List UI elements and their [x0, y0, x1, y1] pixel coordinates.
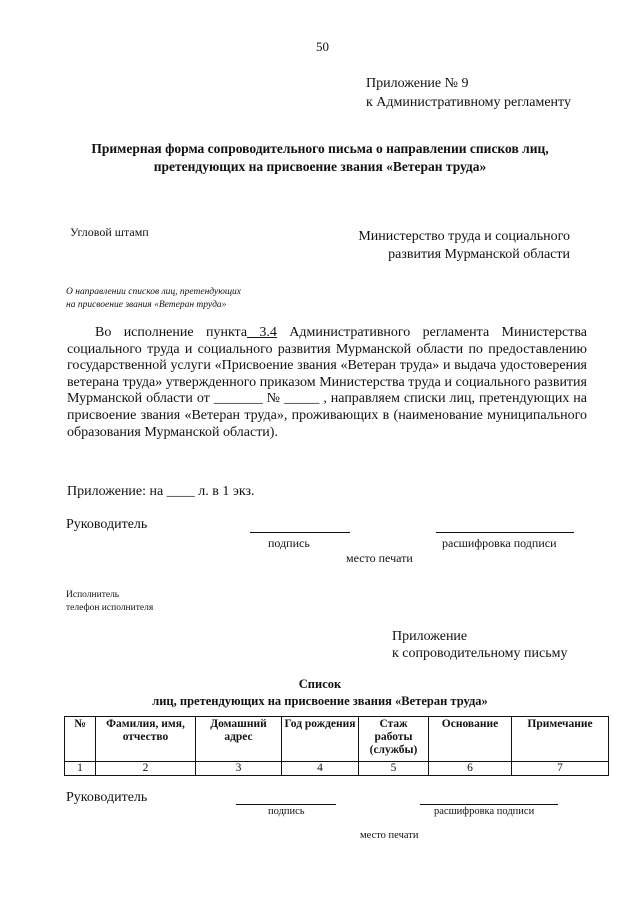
addressee-line-1: Министерство труда и социального	[358, 229, 570, 244]
decryption-caption: расшифровка подписи	[434, 806, 535, 817]
list-title: Список	[298, 677, 342, 691]
table-cell: 1	[65, 762, 96, 776]
table-header-row	[65, 717, 609, 762]
letter-part-2: Административного регламента Министерства социального труда и социального развития Мурманской области по предоставлению государственной услуги «Присвоение звания «Ветеран труда» и выдача удостоверения ветерана труда» утвержденного приказом Министерства труда и социального развития Мурманской области от _______ № _____ , направляем списки лиц, претендующих на присвоение звания «Ветеран труда», проживающих в (наименование муниципального образования Мурманской области).	[67, 325, 587, 440]
signature-head-label: Руководитель	[66, 790, 148, 805]
decryption-caption: расшифровка подписи	[442, 536, 557, 550]
list-subtitle: лиц, претендующих на присвоение звания «Ветеран труда»	[152, 694, 488, 708]
subject-line-1: О направлении списков лиц, претендующих	[66, 287, 242, 297]
executor-phone-label: телефон исполнителя	[66, 603, 154, 613]
document-title	[40, 140, 600, 176]
table-row	[65, 762, 609, 776]
candidates-table	[64, 716, 609, 776]
appendix-number: Приложение № 9	[366, 76, 469, 91]
table-cell: 3	[196, 762, 282, 776]
executor-label: Исполнитель	[66, 590, 120, 600]
letter-subject	[66, 286, 241, 312]
signature-line	[250, 532, 350, 533]
seal-place-label: место печати	[360, 830, 419, 841]
column-header-birth-year: Год рождения	[282, 717, 359, 762]
table-cell: 2	[96, 762, 196, 776]
column-header-full-name: Фамилия, имя, отчество	[96, 717, 196, 762]
letter-clause: 3.4	[247, 325, 277, 340]
table-cell: 4	[282, 762, 359, 776]
executor-info	[66, 589, 153, 615]
letter-appendix-line-1: Приложение	[392, 629, 468, 644]
title-line-2: претендующих на присвоение звания «Ветеран труда»	[153, 159, 487, 174]
column-header-address: Домашний адрес	[196, 717, 282, 762]
addressee-line-2: развития Мурманской области	[388, 247, 570, 262]
addressee	[330, 228, 570, 264]
column-header-basis: Основание	[429, 717, 512, 762]
list-title-block	[40, 676, 600, 710]
table-cell: 6	[429, 762, 512, 776]
letter-body	[67, 325, 587, 441]
signature-head-label: Руководитель	[66, 517, 148, 532]
page-number: 50	[316, 39, 329, 54]
seal-place-label: место печати	[346, 551, 413, 565]
signature-caption: подпись	[268, 806, 305, 817]
letter-part-1: Во исполнение пункта	[95, 325, 248, 340]
table-cell: 7	[512, 762, 609, 776]
column-header-work-experience: Стаж работы (службы)	[359, 717, 429, 762]
table-cell: 5	[359, 762, 429, 776]
decryption-line	[420, 804, 558, 805]
signature-line	[236, 804, 336, 805]
title-line-1: Примерная форма сопроводительного письма о направлении списков лиц,	[91, 141, 549, 156]
column-header-note: Примечание	[512, 717, 609, 762]
appendix-header	[366, 74, 571, 112]
attachment-note: Приложение: на ____ л. в 1 экз.	[67, 484, 255, 499]
letter-appendix-line-2: к сопроводительному письму	[392, 646, 568, 661]
letter-appendix-header	[392, 628, 567, 662]
corner-stamp-label: Угловой штамп	[70, 225, 149, 239]
appendix-regulation: к Административному регламенту	[366, 95, 571, 110]
signature-caption: подпись	[268, 536, 310, 550]
subject-line-2: на присвоение звания «Ветеран труда»	[66, 300, 227, 310]
column-header-number: №	[65, 717, 96, 762]
decryption-line	[436, 532, 574, 533]
